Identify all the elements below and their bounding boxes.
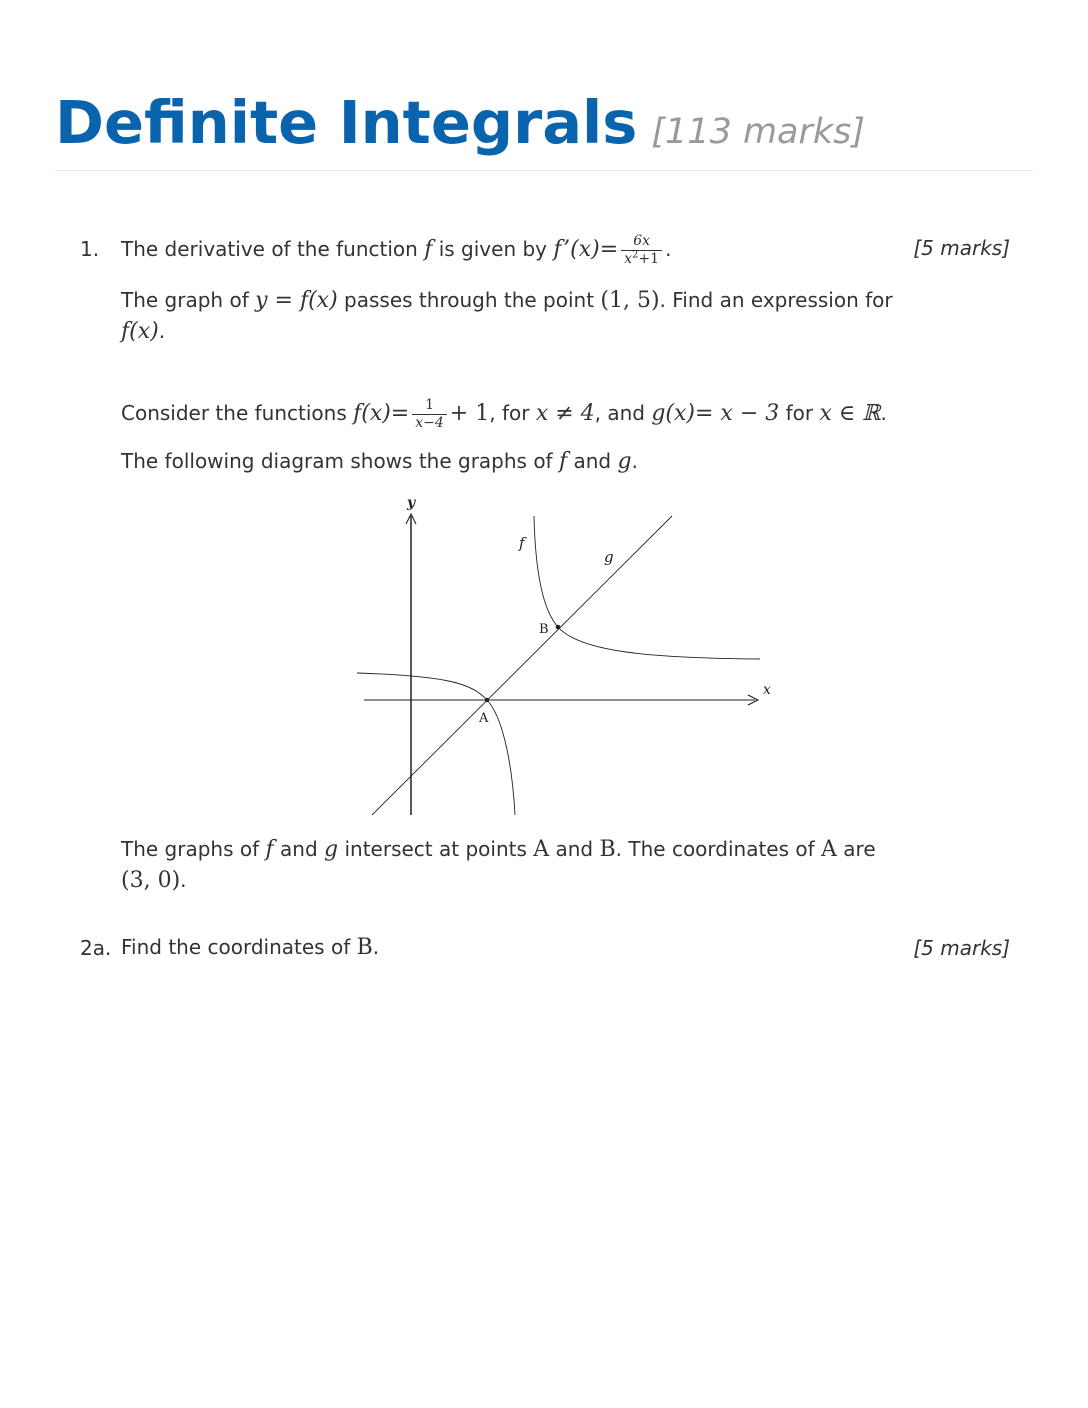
q1-text-a: The derivative of the function bbox=[121, 237, 418, 261]
point-a-label: A bbox=[479, 711, 489, 726]
question-1-line-1 bbox=[121, 234, 971, 267]
q1-line2-b: passes through the point bbox=[344, 288, 595, 312]
function-graph-diagram bbox=[350, 490, 790, 830]
q1-line2-end: . bbox=[158, 319, 166, 343]
question-2-intro bbox=[121, 398, 1021, 431]
q2-intro-c: , and bbox=[594, 401, 645, 425]
page-header bbox=[55, 88, 1033, 157]
q2-intersect-A2: A bbox=[821, 837, 837, 862]
curve-f-right-branch bbox=[534, 516, 760, 659]
q1-text-b: is given by bbox=[438, 237, 548, 261]
q2-intersect-d: are bbox=[843, 837, 876, 861]
question-1-marks: [5 marks] bbox=[913, 236, 1010, 260]
point-b-marker bbox=[556, 625, 561, 630]
q2-intro-plus: + 1 bbox=[449, 401, 490, 426]
q2-intersect-B: B bbox=[599, 837, 616, 862]
q2-intersect-b: intersect at points bbox=[344, 837, 527, 861]
q1-fraction bbox=[621, 234, 662, 267]
g-line-label: g bbox=[604, 548, 614, 566]
q1-line2-a: The graph of bbox=[121, 288, 249, 312]
q2-intersect-end: . bbox=[180, 868, 187, 892]
q2-intro-d: for bbox=[785, 401, 814, 425]
q2-diagram-and: and bbox=[573, 449, 612, 473]
q1-fprime: f’(x)= bbox=[553, 237, 619, 262]
q2-intersect-coords: (3, 0) bbox=[121, 868, 181, 893]
line-g bbox=[372, 516, 672, 815]
q2-intro-cond1: x ≠ 4 bbox=[535, 401, 595, 426]
question-1-number: 1. bbox=[80, 237, 100, 261]
question-2-diagram-caption bbox=[121, 446, 971, 477]
q2-intro-a: Consider the functions bbox=[121, 401, 347, 425]
q2a-point: B bbox=[356, 935, 373, 960]
y-axis-label: y bbox=[407, 495, 416, 511]
q2-intersect-g: g bbox=[324, 837, 339, 862]
q2-intro-b: , for bbox=[489, 401, 530, 425]
q2-diagram-a: The following diagram shows the graphs of bbox=[121, 449, 553, 473]
q1-line2-c: . Find an expression for bbox=[659, 288, 893, 312]
q1-line2-point: (1, 5) bbox=[600, 288, 660, 313]
point-b-label: B bbox=[539, 622, 549, 637]
q2-intersect-A: A bbox=[533, 837, 550, 862]
q2-fraction bbox=[412, 398, 447, 431]
q1-frac-num: 6x bbox=[633, 233, 650, 249]
f-curve-label: f bbox=[519, 534, 525, 552]
curve-f-left-branch bbox=[357, 673, 515, 815]
total-marks: [113 marks] bbox=[651, 112, 866, 152]
q2-intersect-a: The graphs of bbox=[121, 837, 260, 861]
q2-intro-gx: g(x)= x − 3 bbox=[651, 401, 780, 426]
question-2a-text bbox=[121, 932, 971, 963]
x-axis-label: x bbox=[763, 682, 771, 698]
q2-diagram-end: . bbox=[631, 449, 638, 473]
q1-line2-eq: y = f(x) bbox=[255, 288, 338, 313]
question-2-intersection-text bbox=[121, 834, 971, 896]
q2a-text: Find the coordinates of bbox=[121, 935, 351, 959]
q2-frac-den: x−4 bbox=[415, 415, 444, 431]
q2-diagram-f: f bbox=[558, 449, 568, 474]
q2-intro-fx: f(x)= bbox=[353, 401, 410, 426]
q2-frac-num: 1 bbox=[412, 398, 447, 415]
question-1-line-2 bbox=[121, 285, 971, 347]
point-a-marker bbox=[485, 698, 490, 703]
q1-frac-den-base: x bbox=[624, 251, 633, 267]
q1-line2-fx: f(x) bbox=[121, 319, 159, 344]
q1-f: f bbox=[424, 237, 433, 262]
header-divider bbox=[55, 170, 1033, 171]
q2-intro-cond2: x ∈ ℝ bbox=[819, 401, 881, 426]
q2-intersect-f: f bbox=[265, 837, 274, 862]
q1-frac-den-rest: +1 bbox=[638, 251, 660, 267]
q2-intersect-and1: and bbox=[280, 837, 318, 861]
q2-intersect-and2: and bbox=[555, 837, 594, 861]
question-2a-number: 2a. bbox=[80, 936, 112, 960]
q2-diagram-g: g bbox=[617, 449, 632, 474]
q2a-end: . bbox=[372, 935, 380, 959]
q2-intersect-c: . The coordinates of bbox=[615, 837, 815, 861]
q1-line1-end: . bbox=[665, 237, 672, 261]
q2-intro-end: . bbox=[880, 401, 887, 425]
q1-frac-den-exp: 2 bbox=[632, 249, 639, 261]
page-title: Definite Integrals bbox=[55, 88, 638, 157]
question-2a-marks: [5 marks] bbox=[913, 936, 1010, 960]
